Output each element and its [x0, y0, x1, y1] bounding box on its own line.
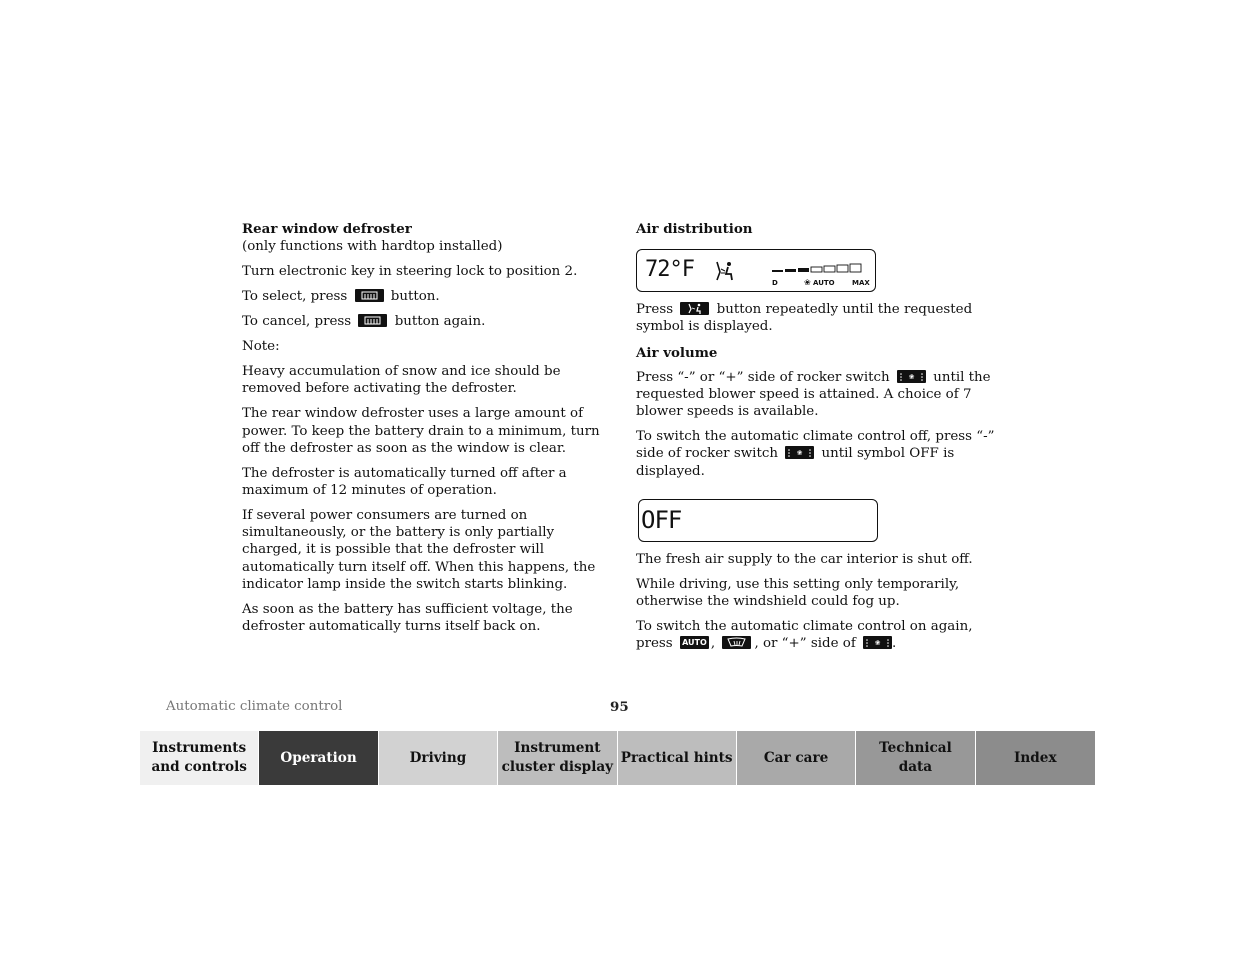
lcd-display-off [638, 499, 878, 542]
off-text-end: until symbol OFF is displayed. [636, 446, 955, 479]
battery-text: As soon as the battery has sufficient voltage, the defroster automatically turns itself back on. [242, 601, 573, 635]
auto-button-icon [680, 636, 709, 649]
switch-off-instruction [636, 428, 996, 480]
sentence-end: . [892, 636, 897, 652]
lcd-label-max: MAX [852, 279, 870, 288]
auto-button-label: AUTO [682, 638, 707, 648]
tab-driving[interactable] [379, 731, 498, 785]
power-text: The rear window defroster uses a large amount of power. To keep the battery drain to a minimum, turn off the defroster as soon as the window is clear. [242, 406, 600, 456]
tab-label: Instrument cluster display [501, 740, 614, 775]
page-number: 95 [610, 699, 629, 715]
tab-car-care[interactable] [737, 731, 856, 785]
tab-instruments-and-controls[interactable] [140, 731, 259, 785]
cancel-text-end: button again. [394, 314, 486, 330]
rear-defroster-heading: Rear window defroster [242, 221, 412, 237]
lcd-label-d: D [772, 279, 778, 288]
tab-label: Car care [763, 749, 829, 766]
tab-technical-data[interactable] [856, 731, 975, 785]
rear-defroster-button-icon [358, 314, 387, 327]
rocker-switch-icon [897, 370, 926, 383]
switch-on-instruction [636, 618, 996, 652]
svg-text:❀: ❀ [874, 639, 881, 648]
off-text: To switch the automatic climate control off, press “-” side of rocker switch [636, 429, 995, 462]
chapter-navigation [140, 731, 1095, 785]
lcd-label-auto: AUTO [813, 279, 835, 288]
left-column [242, 221, 604, 643]
air-distribution-instruction [636, 301, 996, 335]
air-distribution-button-icon [680, 302, 709, 315]
tab-instrument-cluster-display[interactable] [498, 731, 617, 785]
select-text: To select, press [242, 289, 348, 305]
blower-bars-icon [771, 262, 869, 274]
select-text-end: button. [390, 289, 440, 305]
fresh-air-text: The fresh air supply to the car interior is shut off. [636, 551, 973, 567]
air-distribution-icon [713, 260, 737, 282]
tab-label: Practical hints [620, 749, 733, 766]
right-column [636, 221, 996, 660]
tab-operation[interactable] [259, 731, 378, 785]
svg-text:❀: ❀ [908, 372, 915, 381]
select-instruction [242, 288, 604, 305]
rocker-switch-icon [785, 446, 814, 459]
tab-label: Operation [280, 749, 357, 766]
note-text: Heavy accumulation of snow and ice should be removed before activating the defroster. [242, 364, 561, 397]
rear-defroster-subheading: (only functions with hardtop installed) [242, 239, 503, 255]
tab-label: Index [1014, 749, 1057, 766]
lcd-off-text: OFF [641, 505, 682, 534]
tab-label: Driving [409, 749, 467, 766]
tab-practical-hints[interactable] [618, 731, 737, 785]
volume-text: Press “-” or “+” side of rocker switch [636, 369, 890, 385]
rear-defroster-button-icon [355, 289, 384, 302]
air-volume-instruction [636, 369, 996, 421]
section-title: Automatic climate control [166, 699, 343, 714]
turn-key-text: Turn electronic key in steering lock to position 2. [242, 264, 578, 280]
auto-off-text: The defroster is automatically turned off after a maximum of 12 minutes of operation. [242, 465, 567, 499]
tab-label: Technical data [879, 740, 952, 775]
lcd-display-temperature [636, 249, 876, 292]
cancel-instruction [242, 313, 604, 330]
cancel-text: To cancel, press [242, 314, 352, 330]
air-volume-heading: Air volume [636, 344, 718, 361]
tab-label: Instruments and controls [151, 740, 247, 775]
fan-icon: ❀ [804, 278, 811, 288]
press-text: Press [636, 302, 674, 318]
lcd-temperature: 72°F [645, 257, 694, 283]
on-text: To switch the automatic climate control on again, press [636, 619, 973, 652]
windshield-defroster-button-icon [722, 636, 751, 649]
note-label: Note: [242, 339, 280, 355]
driving-text: While driving, use this setting only temporarily, otherwise the windshield could fog up. [636, 576, 960, 610]
volume-text-end: until the requested blower speed is attained. A choice of 7 blower speeds is available. [636, 369, 991, 420]
rocker-switch-icon [863, 636, 892, 649]
svg-text:❀: ❀ [796, 449, 803, 458]
tab-index[interactable] [976, 731, 1095, 785]
consumers-text: If several power consumers are turned on simultaneously, or the battery is only partially charged, it is possible that the defroster will automatically turn itself off. When this happens, the indicator lamp inside the switch starts blinking. [242, 508, 596, 592]
air-distribution-heading: Air distribution [636, 221, 753, 237]
separator-or: , or “+” side of [754, 636, 856, 652]
separator-comma: , [710, 636, 716, 652]
press-text-end: button repeatedly until the requested symbol is displayed. [636, 302, 973, 335]
